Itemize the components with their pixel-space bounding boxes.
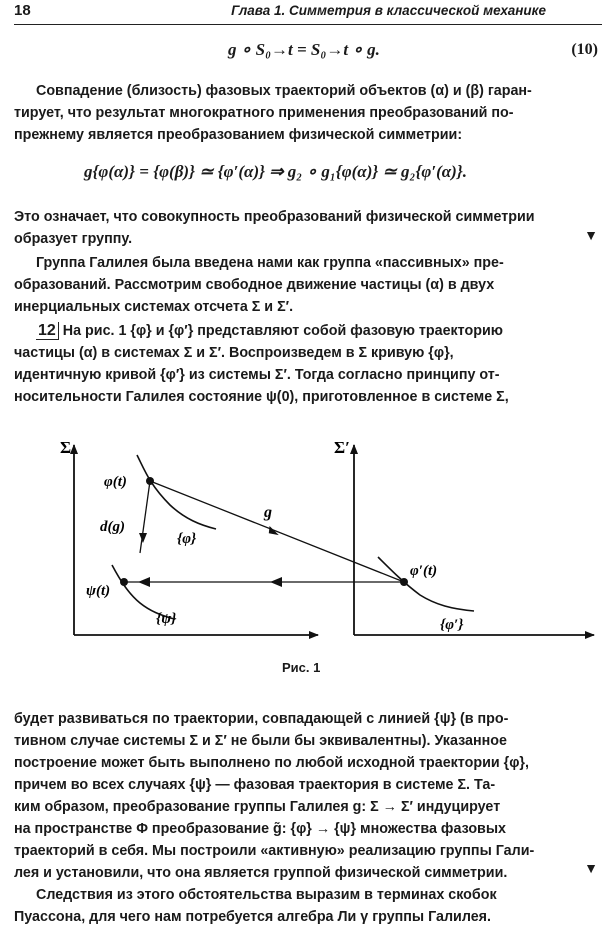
label-g: g: [264, 504, 272, 521]
sigma-right-label: Σ′: [334, 438, 350, 457]
equation-number: (10): [571, 41, 598, 58]
arrow-to-psi-head-2: [138, 577, 150, 587]
text-line: причем во всех случаях {ψ} — фазовая траектория в системе Σ. Та-: [14, 777, 496, 793]
paragraph-2: [14, 206, 598, 250]
equation-10: g ∘ S₀→t = S₀→t ∘ g.: [228, 40, 380, 59]
text-line: построение может быть выполнено по любой исходной траектории {φ},: [14, 755, 529, 771]
text-line: ким образом, преобразование группы Галилея g: Σ → Σ′ индуцирует: [14, 799, 501, 815]
arrow-dg-head: [139, 533, 147, 543]
text-line: инерциальных системах отсчета Σ и Σ′.: [14, 299, 294, 315]
text-line: Пуассона, для чего нам потребуется алгебра Ли γ группы Галилея.: [14, 909, 491, 925]
arrow-dg: [140, 481, 150, 553]
paragraph-3: [14, 252, 598, 318]
text-line: лея и установили, что она является группой физической симметрии.: [14, 865, 508, 881]
text-line: будет развиваться по траектории, совпадающей с линией {ψ} (в про-: [14, 711, 509, 727]
end-marker-2: ▼: [584, 862, 598, 877]
label-set-phi-prime: {φ′}: [440, 617, 464, 633]
text-line: Группа Галилея была введена нами как группа «пассивных» пре-: [36, 255, 504, 271]
label-set-psi: {ψ}: [156, 611, 177, 627]
label-phi-t: φ(t): [104, 474, 127, 490]
text-line: на пространстве Φ преобразование g̃: {φ} → {ψ} множества фазовых: [14, 821, 506, 837]
text-line: прежнему является преобразованием физической симметрии:: [14, 127, 463, 143]
text-line: тивном случае системы Σ и Σ′ не были бы эквивалентны). Указанное: [14, 733, 507, 749]
label-psi-t: ψ(t): [86, 583, 111, 599]
label-set-phi: {φ}: [177, 531, 197, 547]
point-psi-t: [120, 578, 128, 586]
text-line: На рис. 1 {φ} и {φ′} представляют собой фазовую траекторию: [62, 323, 503, 339]
text-line: образует группу.: [14, 231, 133, 247]
text-line: образований. Рассмотрим свободное движение частицы (α) в двух: [14, 277, 495, 293]
running-header: [14, 2, 602, 25]
figure-caption: Рис. 1: [282, 660, 321, 675]
equation-group-composition: g{φ(α)} = {φ(β)} ≃ {φ′(α)} ⇒ g₂ ∘ g₁{φ(α)} ≃ g₂{φ′(α)}.: [84, 162, 467, 181]
text-line: траекторий в себя. Мы построили «активную» реализацию группы Гали-: [14, 843, 535, 859]
paragraph-number: 12: [36, 322, 59, 340]
sigma-left-label: Σ: [60, 438, 72, 457]
end-marker: ▼: [584, 229, 598, 244]
text-line: тирует, что результат многократного применения преобразований по-: [14, 105, 514, 121]
text-line: носительности Галилея состояние ψ(0), приготовленное в системе Σ,: [14, 389, 509, 405]
text-line: Следствия из этого обстоятельства выразим в терминах скобок: [36, 887, 497, 903]
label-phi-prime-t: φ′(t): [410, 563, 438, 579]
running-title: Глава 1. Симметрия в классической механике: [231, 3, 546, 18]
paragraph-12: [14, 320, 598, 408]
point-phi-t: [146, 477, 154, 485]
text-line: частицы (α) в системах Σ и Σ′. Воспроизведем в Σ кривую {φ},: [14, 345, 454, 361]
label-dg: d(g): [100, 519, 125, 535]
point-phi-prime-t: [400, 578, 408, 586]
figure-1: [0, 425, 608, 657]
paragraph-1: [14, 80, 598, 146]
text-line: Это означает, что совокупность преобразований физической симметрии: [14, 209, 535, 225]
text-line: Совпадение (близость) фазовых траекторий объектов (α) и (β) гаран-: [36, 83, 532, 99]
text-line: идентичную кривой {φ′} из системы Σ′. Тогда согласно принципу от-: [14, 367, 500, 383]
page-number: 18: [14, 2, 31, 19]
paragraph-6: [14, 884, 598, 928]
right-axes: [354, 445, 594, 635]
arrow-to-psi-head-1: [270, 577, 282, 587]
paragraph-5: [14, 708, 598, 884]
